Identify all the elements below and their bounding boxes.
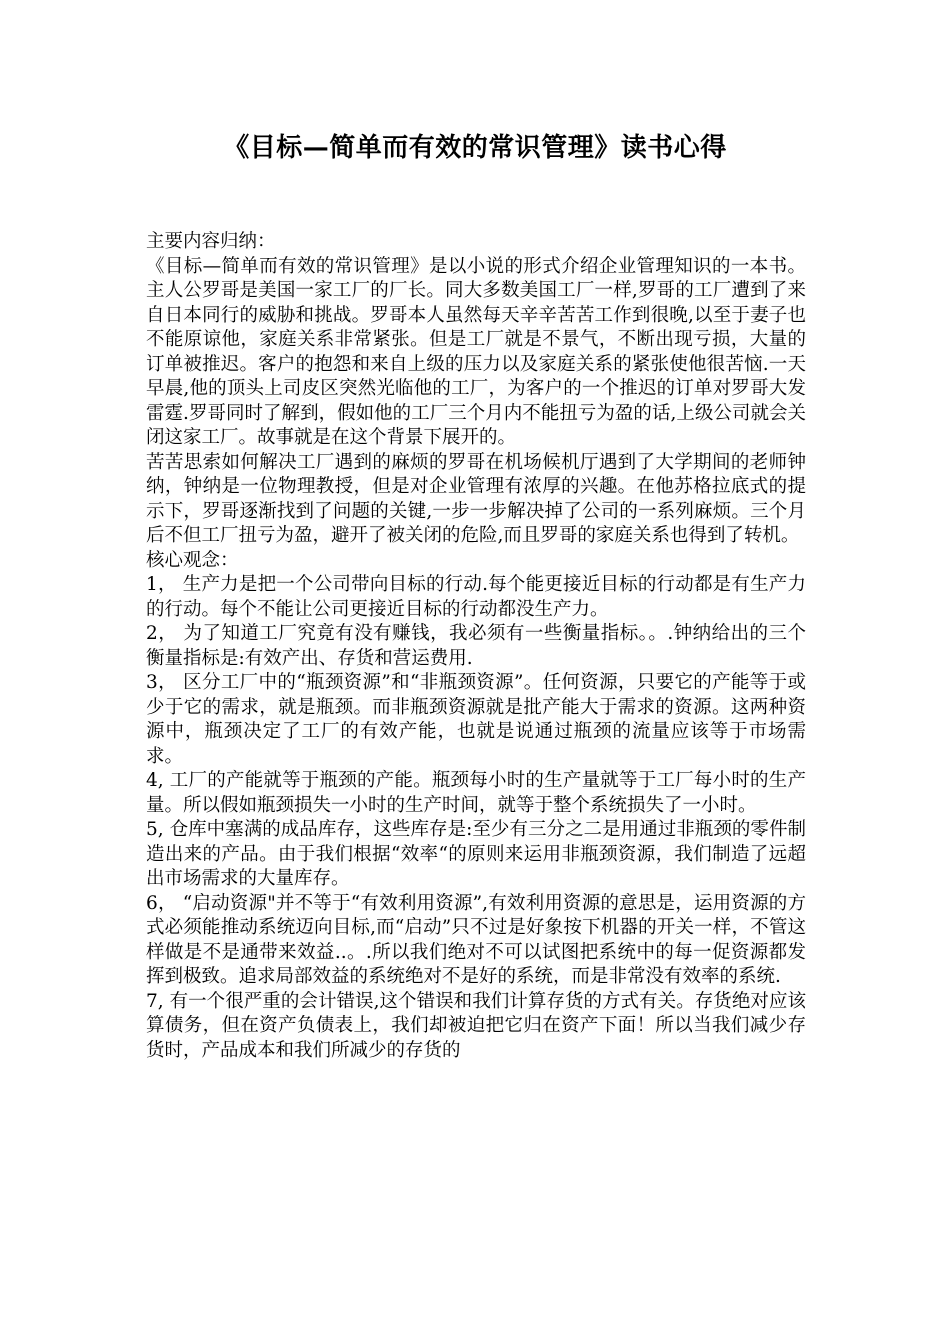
paragraph-summary-2: 苦苦思索如何解决工厂遇到的麻烦的罗哥在机场候机厅遇到了大学期间的老师钟纳，钟纳是一位物理教授，但是对企业管理有浓厚的兴趣。在他苏格拉底式的提示下，罗哥逐渐找到了问题的关键,一步一步解决掉了公司的一系列麻烦。三个月后不但工厂扭亏为盈，避开了被关闭的危险,而且罗哥的家庭关系也得到了转机。 xyxy=(146,451,806,546)
document-body xyxy=(146,230,806,1063)
paragraph-point-6: 6， “启动资源"并不等于“有效利用资源”,有效利用资源的意思是，运用资源的方式必须能推动系统迈向目标,而“启动”只不过是好象按下机器的开关一样，不管这样做是不是通带来效益..。.所以我们绝对不可以试图把系统中的每一促资源都发挥到极致。追求局部效益的系统绝对不是好的系统，而是非常没有效率的系统. xyxy=(146,892,806,987)
paragraph-summary-1: 《目标—简单而有效的常识管理》是以小说的形式介绍企业管理知识的一本书。主人公罗哥是美国一家工厂的厂长。同大多数美国工厂一样,罗哥的工厂遭到了来自日本同行的威胁和挑战。罗哥本人虽然每天辛辛苦苦工作到很晚,以至于妻子也不能原谅他，家庭关系非常紧张。但是工厂就是不景气，不断出现亏损，大量的订单被推迟。客户的抱怨和来自上级的压力以及家庭关系的紧张使他很苦恼.一天早晨,他的顶头上司皮区突然光临他的工厂，为客户的一个推迟的订单对罗哥大发雷霆.罗哥同时了解到，假如他的工厂三个月内不能扭亏为盈的话,上级公司就会关闭这家工厂。故事就是在这个背景下展开的。 xyxy=(146,255,806,448)
paragraph-point-3: 3， 区分工厂中的“瓶颈资源”和“非瓶颈资源”。任何资源，只要它的产能等于或少于它的需求，就是瓶颈。而非瓶颈资源就是批产能大于需求的资源。这两种资源中，瓶颈决定了工厂的有效产能，也就是说通过瓶颈的流量应该等于市场需求。 xyxy=(146,672,806,767)
paragraph-point-4: 4, 工厂的产能就等于瓶颈的产能。瓶颈每小时的生产量就等于工厂每小时的生产量。所以假如瓶颈损失一小时的生产时间，就等于整个系统损失了一小时。 xyxy=(146,770,806,816)
paragraph-point-2: 2， 为了知道工厂究竟有没有赚钱，我必须有一些衡量指标。。.钟纳给出的三个衡量指标是:有效产出、存货和营运费用. xyxy=(146,623,806,669)
paragraph-point-5: 5, 仓库中塞满的成品库存，这些库存是:至少有三分之二是用通过非瓶颈的零件制造出来的产品。由于我们根据“效率“的原则来运用非瓶颈资源，我们制造了远超出市场需求的大量库存。 xyxy=(146,819,806,889)
paragraph-core-heading: 核心观念： xyxy=(146,549,239,571)
paragraph-point-1: 1， 生产力是把一个公司带向目标的行动.每个能更接近目标的行动都是有生产力的行动。每个不能让公司更接近目标的行动都没生产力。 xyxy=(146,574,806,620)
paragraph-summary-heading: 主要内容归纳： xyxy=(146,231,276,252)
document-title: 《目标—简单而有效的常识管理》读书心得 xyxy=(223,133,727,163)
paragraph-point-7: 7, 有一个很严重的会计错误,这个错误和我们计算存货的方式有关。存货绝对应该算债务，但在资产负债表上，我们却被迫把它归在资产下面！所以当我们减少存货时，产品成本和我们所减少的存货的 xyxy=(146,990,806,1061)
